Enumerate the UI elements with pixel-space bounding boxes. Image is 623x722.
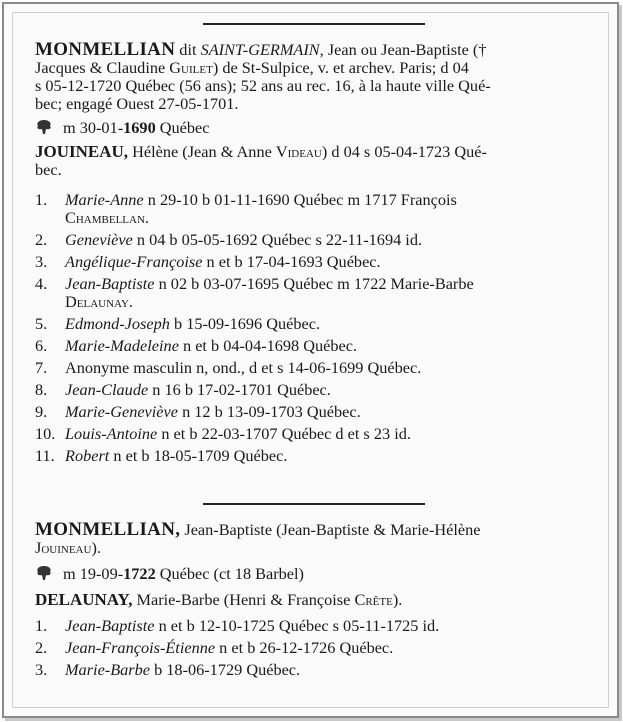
child-number: 5.: [35, 314, 48, 333]
entry-monmellian-jean-baptiste: [35, 521, 582, 679]
list-item-continuation: [35, 293, 582, 311]
entry1-line3: s 05-12-1720 Québec (56 ans); 52 ans au rec. 16, à la haute ville Qué-: [35, 76, 491, 95]
child-name: Jean-Baptiste: [65, 274, 155, 293]
list-item: [35, 639, 582, 657]
child-details: n 12 b 13-09-1703 Québec.: [178, 402, 361, 421]
child-number: 8.: [35, 380, 48, 399]
list-item: [35, 617, 582, 635]
child-details: n 02 b 03-07-1695 Québec m 1722 Marie-Barbe: [154, 274, 474, 293]
entry1-marriage-place: Québec: [155, 118, 210, 137]
entry1-line1: [35, 41, 582, 59]
child-name: Jean-Claude: [65, 380, 149, 399]
list-item: [35, 381, 582, 399]
entry2-surname: MONMELLIAN,: [35, 519, 181, 540]
child-name: Geneviève: [65, 230, 133, 249]
entry2-line2-b: ).: [91, 538, 101, 557]
list-item: [35, 337, 582, 355]
entry2-bride-line1: [35, 591, 582, 609]
child-details: b 18-06-1729 Québec.: [150, 660, 301, 679]
entry2-bride-mother: Crête: [354, 590, 393, 609]
child-name: Edmond-Joseph: [65, 314, 170, 333]
child-number: 11.: [35, 446, 55, 465]
child-details: n 29-10 b 01-11-1690 Québec m 1717 François: [143, 190, 457, 209]
entry1-marriage: [35, 119, 582, 137]
child-details: n 16 b 17-02-1701 Québec.: [148, 380, 331, 399]
list-item: [35, 661, 582, 679]
entry1-line1-rest: Jean ou Jean-Baptiste (†: [323, 40, 487, 59]
child-number: 10.: [35, 424, 56, 443]
list-item: [35, 447, 582, 465]
child-name: Jean-François-Étienne: [65, 638, 216, 657]
tree-icon: [35, 565, 53, 581]
child-number: 3.: [35, 252, 48, 271]
entry1-bride-b: ) d 04 s 05-04-1723 Qué-: [321, 142, 487, 161]
child-number: 1.: [35, 190, 48, 209]
document-page: [12, 12, 609, 708]
entry2-children: [35, 617, 582, 679]
child-details: n et b 04-04-1698 Québec.: [178, 336, 358, 355]
child-details: n 04 b 05-05-1692 Québec s 22-11-1694 id.: [132, 230, 423, 249]
entry1-dit: dit: [175, 40, 201, 59]
child-spouse: Delaunay.: [65, 292, 133, 311]
entry2-bride-surname: DELAUNAY,: [35, 590, 133, 609]
entry1-bride-a: Hélène (Jean & Anne: [128, 142, 276, 161]
child-number: 2.: [35, 638, 48, 657]
child-name: Marie-Anne: [65, 190, 144, 209]
list-item: [35, 191, 582, 209]
entry1-surname: MONMELLIAN: [35, 39, 176, 60]
middle-divider: [203, 503, 425, 505]
entry1-line2-a: Jacques & Claudine: [35, 58, 170, 77]
child-name: Jean-Baptiste: [65, 616, 155, 635]
entry-monmellian-jean: [35, 41, 582, 465]
list-item: [35, 359, 582, 377]
entry1-line4: bec; engagé Ouest 27-05-1701.: [35, 94, 239, 113]
entry1-marriage-year: 1690: [123, 118, 156, 137]
entry1-children: [35, 191, 582, 465]
child-number: 6.: [35, 336, 48, 355]
child-number: 7.: [35, 358, 48, 377]
child-name: Louis-Antoine: [65, 424, 158, 443]
child-details: n et b 26-12-1726 Québec.: [215, 638, 394, 657]
entry1-bride-line1: [35, 143, 582, 161]
child-details: n et b 17-04-1693 Québec.: [202, 252, 381, 271]
child-details: n et b 18-05-1709 Québec.: [109, 446, 288, 465]
child-name: Marie-Barbe: [65, 660, 150, 679]
child-number: 9.: [35, 402, 48, 421]
entry1-bride-surname: JOUINEAU,: [35, 142, 129, 161]
list-item-continuation: [35, 209, 582, 227]
page-frame: [2, 2, 619, 718]
list-item: [35, 315, 582, 333]
child-spouse: Chambellan.: [65, 208, 149, 227]
child-name: Robert: [65, 446, 110, 465]
child-number: 3.: [35, 660, 48, 679]
entry2-mother-surname: Jouineau: [35, 538, 92, 557]
child-number: 2.: [35, 230, 48, 249]
entry2-line1: [35, 521, 582, 539]
top-divider: [203, 23, 425, 25]
entry1-bride-line2: bec.: [35, 160, 62, 179]
entry2-marriage-place: Québec (ct 18 Barbel): [155, 564, 304, 583]
entry2-marriage-year: 1722: [123, 564, 156, 583]
child-details: n et b 22-03-1707 Québec d et s 23 id.: [157, 424, 411, 443]
list-item: [35, 425, 582, 443]
child-number: 4.: [35, 274, 48, 293]
entry1-marriage-date: m 30-01-: [63, 118, 124, 137]
child-details: b 15-09-1696 Québec.: [169, 314, 321, 333]
list-item: [35, 253, 582, 271]
child-details: Anonyme masculin n, ond., d et s 14-06-1699 Québec.: [65, 358, 422, 377]
entry2-line1-rest: Jean-Baptiste (Jean-Baptiste & Marie-Hélène: [180, 520, 481, 539]
list-item: [35, 231, 582, 249]
entry2-bride-b: ).: [392, 590, 403, 609]
entry1-mother-surname: Guilet: [169, 58, 213, 77]
entry1-bride-mother: Videau: [275, 142, 322, 161]
entry2-marriage-date: m 19-09-: [63, 564, 124, 583]
child-name: Marie-Madeleine: [65, 336, 179, 355]
tree-icon: [35, 119, 53, 135]
child-name: Angélique-Françoise: [65, 252, 203, 271]
entry1-line2: [35, 59, 582, 77]
list-item: [35, 275, 582, 293]
entry1-line2-b: ) de St-Sulpice, v. et archev. Paris; d 04: [212, 58, 469, 77]
child-name: Marie-Geneviève: [65, 402, 178, 421]
entry2-marriage: [35, 565, 582, 583]
entry2-bride-a: Marie-Barbe (Henri & Françoise: [132, 590, 355, 609]
child-number: 1.: [35, 616, 48, 635]
list-item: [35, 403, 582, 421]
entry2-line2: [35, 539, 582, 557]
entry1-alias: SAINT-GERMAIN,: [200, 40, 324, 59]
child-details: n et b 12-10-1725 Québec s 05-11-1725 id.: [154, 616, 440, 635]
